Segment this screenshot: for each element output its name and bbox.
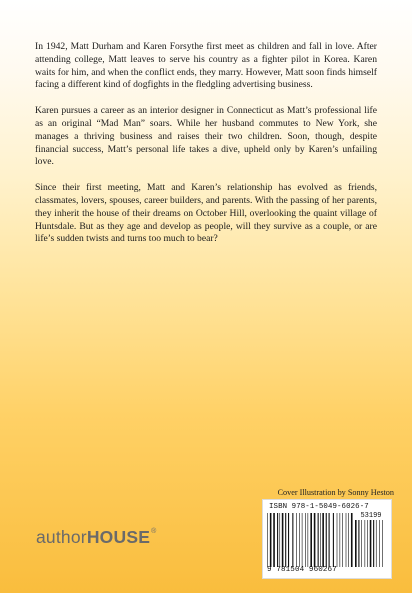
price-addon-bars [355,520,385,567]
barcode-bar [361,520,362,567]
barcode-bar [342,513,343,567]
barcode-bar [292,513,293,567]
barcode-bar [302,513,303,567]
barcode-bar [373,520,374,567]
barcode-bar [299,513,300,567]
barcode-bar [346,513,347,567]
barcode-bar [308,513,309,567]
barcode-bar [358,520,359,567]
barcode-bar [337,513,338,567]
barcode-bar [355,520,357,567]
barcode-bar [310,513,312,567]
barcode-bar [296,513,297,567]
barcode-bar [348,513,349,567]
barcode-bar [320,513,321,567]
barcode-bar [277,513,278,567]
price-addon-digits: 53199 [360,512,382,520]
ean-digits: 9 781504 960267 [267,566,337,574]
barcode-bar [329,513,330,567]
barcode-bar [367,520,368,567]
cover-illustration-credit: Cover Illustration by Sonny Heston [277,488,394,497]
barcode-bar [351,513,353,567]
barcode-bar [379,520,380,567]
publisher-logo-part-a: author [36,527,87,547]
barcode-bar [382,520,383,567]
blurb-paragraph-2: Karen pursues a career as an interior designer in Connecticut as Matt’s professional life as an original “Mad Man” soars. While her husband commutes to New York, she manages a thriving business and raises their two children. Soon, though, despite financial success, Matt’s personal life takes a dive, upheld only by Karen’s unfailing love. [35,105,377,168]
barcode-bar [376,520,377,567]
barcode-bar [370,520,372,567]
barcode-bar [322,513,324,567]
blurb-paragraph-3: Since their first meeting, Matt and Karen’s relationship has evolved as friends, classmates, lovers, spouses, career builders, and parents. With the passing of her parents, they inherit the house of their dreams on October Hill, overlooking the quaint village of Huntsdale. But as they age and develop as people, will they survive as a couple, or are life’s sudden twists and turns too much to bear? [35,182,377,245]
publisher-logo-part-b: HOUSE [86,527,151,547]
barcode-bar [285,513,286,567]
barcode-bar [365,520,366,567]
barcode-bar [333,513,334,567]
isbn-barcode [262,499,392,579]
barcode-bar [270,513,272,567]
registered-mark: ® [151,528,157,535]
blurb-paragraph-1: In 1942, Matt Durham and Karen Forsythe first meet as children and fall in love. After attending college, Matt leaves to serve his country as a fighter pilot in Korea. Karen waits for him, and when the conflict ends, they marry. However, Matt soon finds himself facing a different kind of dogfights in the fledgling advertising business. [35,41,377,91]
barcode-bar [267,513,268,567]
publisher-logo [36,527,156,548]
barcode-bar [282,513,284,567]
barcode-bar [340,513,341,567]
barcode-bar [288,513,289,567]
blurb-text [35,41,377,259]
barcode-bar [305,513,306,567]
barcode-bar [279,513,280,567]
barcode-bar [318,513,319,567]
barcode-bar [326,513,327,567]
ean-barcode-bars [267,513,353,567]
isbn-number: ISBN 978-1-5049-6026-7 [269,503,369,511]
barcode-bar [273,513,275,567]
barcode-bar [314,513,316,567]
